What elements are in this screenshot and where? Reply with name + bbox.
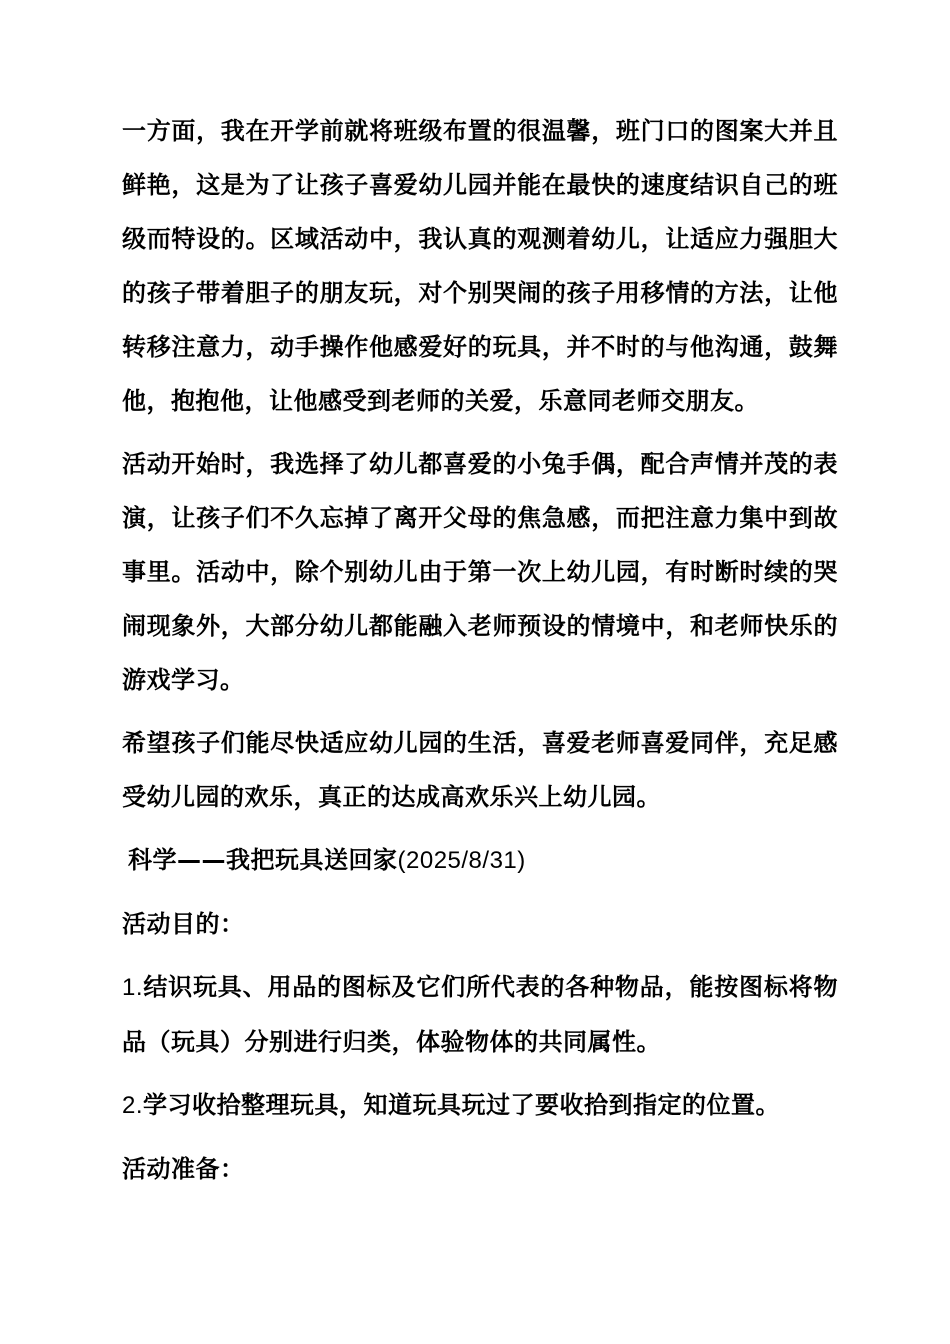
paragraph-classroom-setup: 一方面，我在开学前就将班级布置的很温馨，班门口的图案大并且鲜艳，这是为了让孩子喜爱幼儿园并能在最快的速度结识自己的班级而特设的。区域活动中，我认真的观测着幼儿，让适应力强胆大的孩子带着胆子的朋友玩，对个别哭闹的孩子用移情的方法，让他转移注意力，动手操作他感爱好的玩具，并不时的与他沟通，鼓舞他，抱抱他，让他感受到老师的关爱，乐意同老师交朋友。 — [122, 117, 838, 415]
objective-1-number: 1. — [122, 974, 144, 1001]
paragraph-activity-start: 活动开始时，我选择了幼儿都喜爱的小兔手偶，配合声情并茂的表演，让孩子们不久忘掉了离开父母的焦急感，而把注意力集中到故事里。活动中，除个别幼儿由于第一次上幼儿园，有时断时续的哭闹现象外，大部分幼儿都能融入老师预设的情境中，和老师快乐的游戏学习。 — [122, 450, 838, 694]
objective-1-text: 结识玩具、用品的图标及它们所代表的各种物品，能按图标将物品（玩具）分别进行归类，体验物体的共同属性。 — [122, 973, 838, 1056]
objective-2-number: 2. — [122, 1092, 144, 1119]
preparation-heading: 活动准备： — [122, 1155, 245, 1183]
objective-2 — [114, 1078, 838, 1133]
objectives-heading: 活动目的： — [122, 910, 245, 938]
lesson-title-date: (2025/8/31) — [397, 847, 526, 874]
lesson-title — [114, 833, 838, 888]
paragraph-hope: 希望孩子们能尽快适应幼儿园的生活，喜爱老师喜爱同伴，充足感受幼儿园的欢乐，真正的达成高欢乐兴上幼儿园。 — [122, 729, 838, 811]
objective-1 — [114, 960, 838, 1069]
lesson-title-main: 科学——我把玩具送回家 — [128, 846, 398, 874]
document-page — [114, 104, 838, 1205]
objective-2-text: 学习收拾整理玩具，知道玩具玩过了要收拾到指定的位置。 — [143, 1091, 781, 1119]
